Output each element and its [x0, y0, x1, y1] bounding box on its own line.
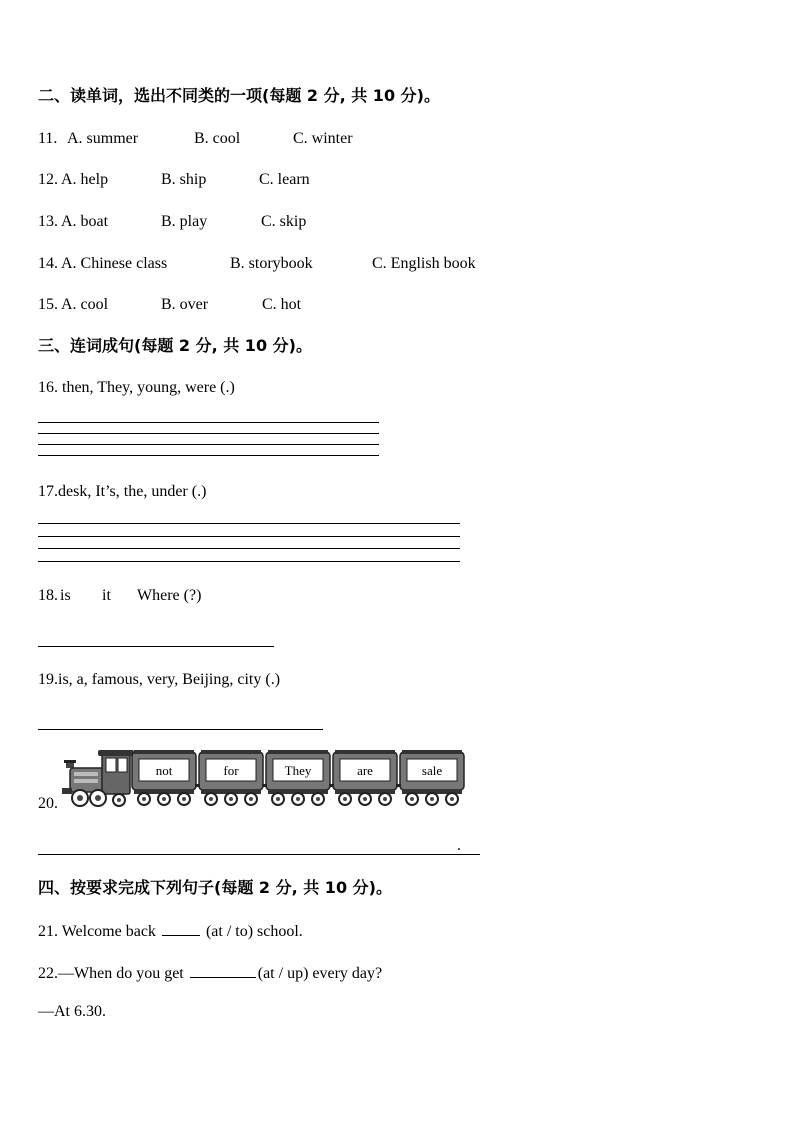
section-4-heading: 四、按要求完成下列句子(每题 2 分, 共 10 分)。 [38, 878, 392, 897]
option-b: B. play [161, 213, 208, 230]
option-c: C. learn [259, 171, 310, 188]
option-a: A. Chinese class [61, 255, 168, 272]
writing-line [38, 548, 460, 549]
train-car-word: sale [421, 763, 443, 778]
fill-blank-21[interactable] [162, 919, 200, 936]
question-21 [38, 919, 303, 942]
option-a: A. boat [61, 213, 109, 230]
train-car-word: They [284, 763, 312, 778]
question-21-after: (at / to) school. [201, 923, 303, 940]
writing-line [38, 455, 379, 456]
question-17: 17.desk, It’s, the, under (.) [38, 483, 207, 500]
writing-line [38, 422, 379, 423]
option-b: B. over [161, 296, 209, 313]
question-number: 15. [38, 296, 58, 313]
train-car [132, 750, 196, 805]
question-22-before: 22.—When do you get [38, 965, 188, 982]
answer-line-20[interactable] [38, 854, 480, 855]
option-a: A. cool [61, 296, 109, 313]
train-car [195, 750, 263, 805]
answer-line-18[interactable] [38, 646, 274, 647]
train-car [329, 750, 397, 805]
word: it [102, 587, 111, 604]
train-car [262, 750, 330, 805]
option-c: C. English book [372, 255, 476, 272]
section-2-heading: 二、读单词，选出不同类的一项(每题 2 分, 共 10 分)。 [38, 86, 440, 105]
question-20-number: 20. [38, 795, 58, 812]
writing-line [38, 536, 460, 537]
question-16: 16. then, They, young, were (.) [38, 379, 235, 396]
train-illustration [62, 748, 472, 810]
question-22-after: (at / up) every day? [257, 965, 383, 982]
question-number: 11. [38, 130, 58, 147]
question-22 [38, 961, 382, 984]
question-number: 13. [38, 213, 58, 230]
train-car-word: are [357, 763, 373, 778]
question-number: 12. [38, 171, 58, 188]
fill-blank-22[interactable] [190, 961, 256, 978]
question-number: 14. [38, 255, 58, 272]
word: is [60, 587, 71, 604]
word: Where (?) [137, 587, 202, 604]
question-21-before: 21. Welcome back [38, 923, 160, 940]
answer-line-19[interactable] [38, 729, 323, 730]
writing-line [38, 561, 460, 562]
writing-line [38, 444, 379, 445]
option-a: A. summer [67, 130, 139, 147]
answer-end-mark: . [457, 837, 461, 854]
train-car-word: for [223, 763, 239, 778]
option-b: B. storybook [230, 255, 313, 272]
option-c: C. winter [293, 130, 353, 147]
section-3-heading: 三、连词成句(每题 2 分, 共 10 分)。 [38, 336, 312, 355]
train-car-word: not [155, 763, 173, 778]
option-c: C. skip [261, 213, 307, 230]
question-19: 19.is, a, famous, very, Beijing, city (.) [38, 671, 281, 688]
writing-line [38, 523, 460, 524]
option-b: B. ship [161, 171, 207, 188]
train-car [396, 750, 464, 805]
locomotive-icon [62, 750, 134, 806]
question-number: 18. [38, 587, 58, 604]
question-22-answer: —At 6.30. [38, 1003, 106, 1020]
option-b: B. cool [194, 130, 241, 147]
writing-line [38, 433, 379, 434]
option-c: C. hot [262, 296, 302, 313]
option-a: A. help [61, 171, 109, 188]
